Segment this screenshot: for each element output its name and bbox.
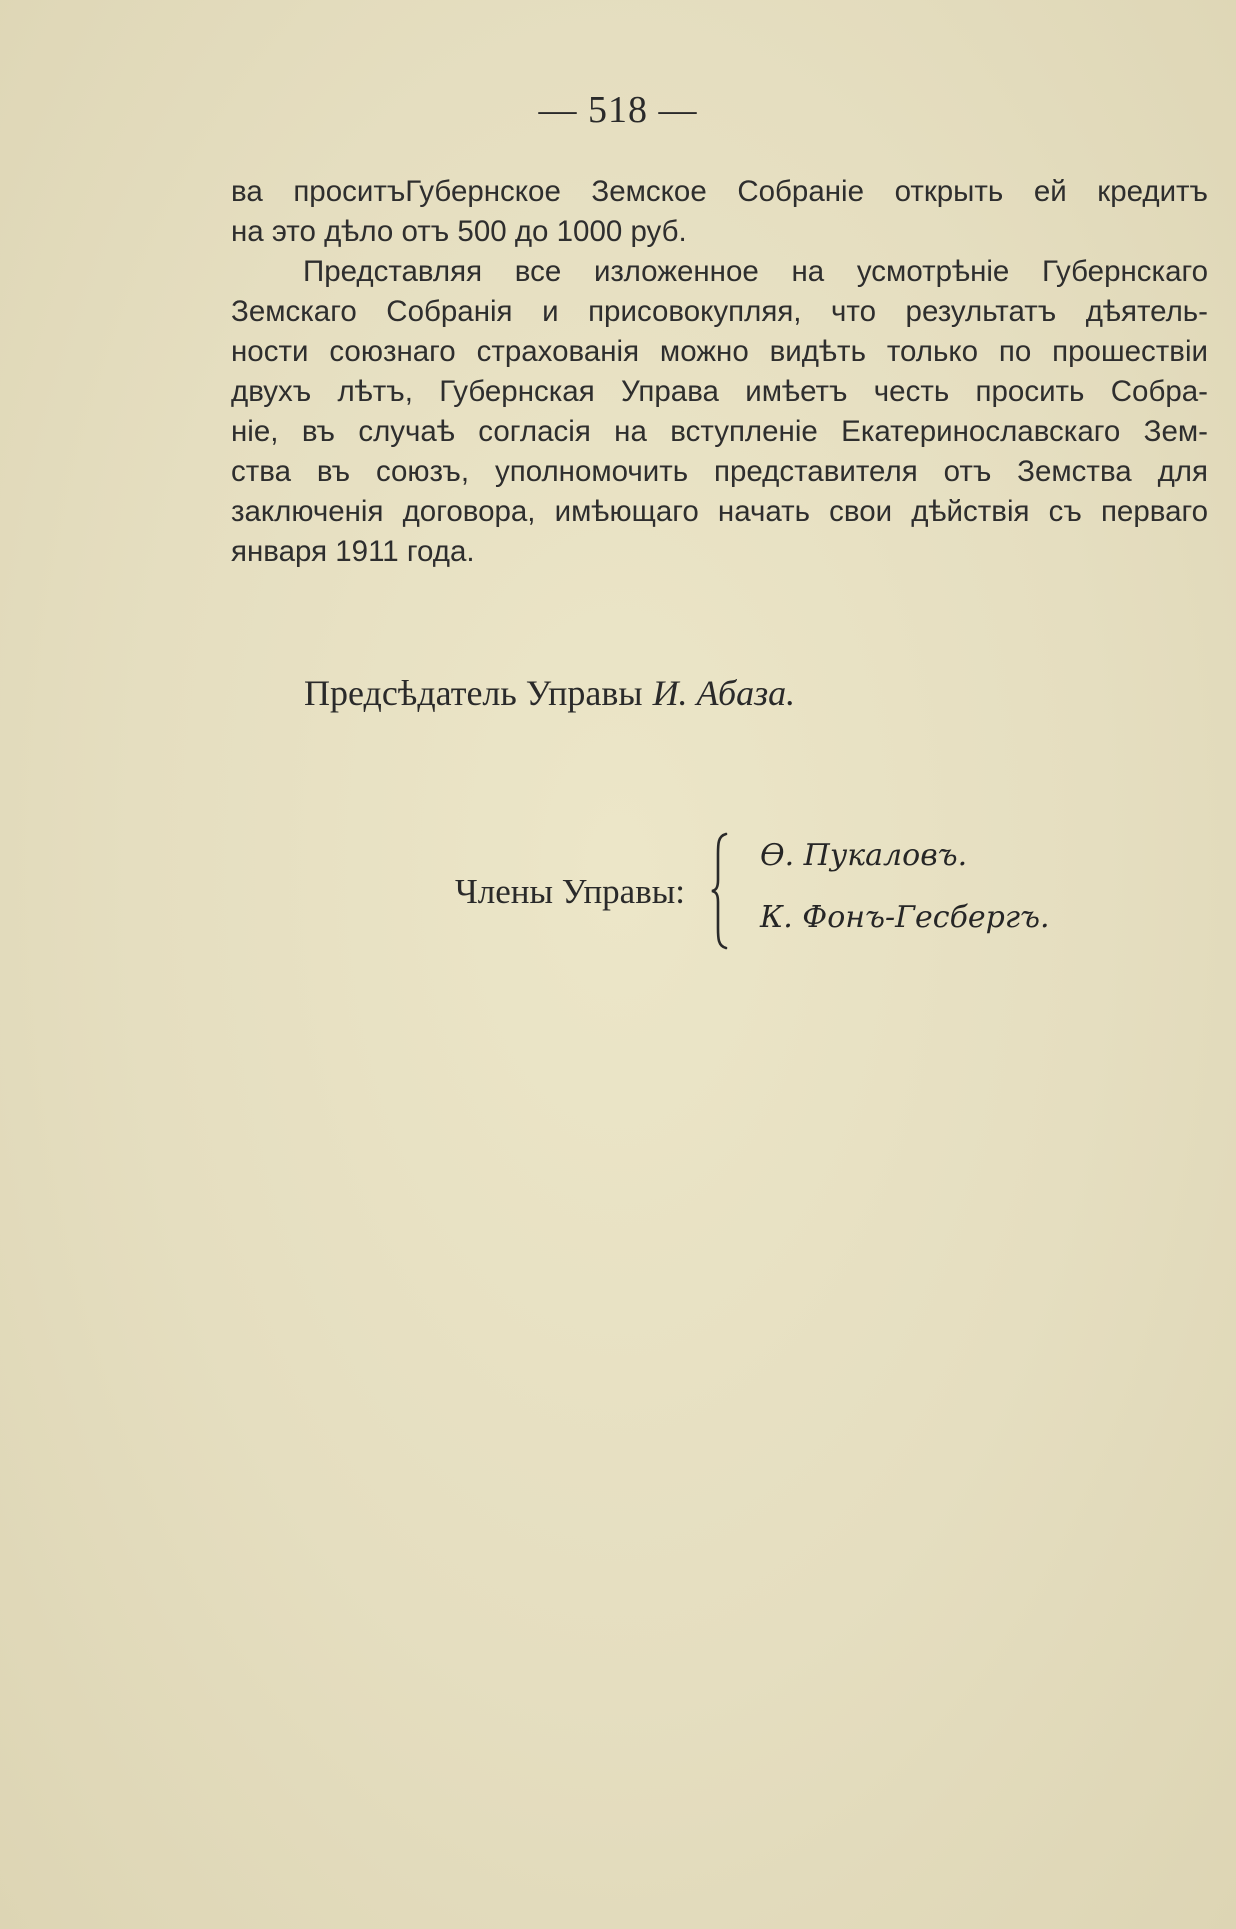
text-line: ніе, въ случаѣ согласія на вступленіе Екатеринославскаго Зем- xyxy=(231,415,1208,448)
text-line: двухъ лѣтъ, Губернская Управа имѣетъ честь просить Собра- xyxy=(231,375,1208,408)
text-line: на это дѣло отъ 500 до 1000 руб. xyxy=(231,215,687,248)
text-line: ности союзнаго страхованія можно видѣть только по прошествіи xyxy=(231,335,1208,368)
member-name: К. Фонъ-Гесбергъ. xyxy=(760,900,1050,935)
text-line: ва проситъГубернское Земское Собраніе открыть ей кредитъ xyxy=(231,175,1208,208)
chairman-title: Предсѣдатель Управы xyxy=(304,673,643,713)
chairman-signature xyxy=(304,672,795,714)
page-number: — 518 — xyxy=(538,89,698,131)
text-line: января 1911 года. xyxy=(231,535,475,568)
body-text xyxy=(231,172,1208,572)
curly-brace xyxy=(710,832,732,950)
text-line: заключенія договора, имѣющаго начать свои дѣйствія съ перваго xyxy=(231,495,1208,528)
members-label: Члены Управы: xyxy=(455,872,685,911)
text-line: ства въ союзъ, уполномочить представителя отъ Земства для xyxy=(231,455,1208,488)
text-line: Земскаго Собранія и присовокупляя, что результатъ дѣятель- xyxy=(231,295,1208,328)
member-name: Ѳ. Пукаловъ. xyxy=(760,838,968,873)
text-line: Представляя все изложенное на усмотрѣніе Губернскаго xyxy=(303,255,1208,288)
chairman-name: И. Абаза. xyxy=(652,673,796,713)
